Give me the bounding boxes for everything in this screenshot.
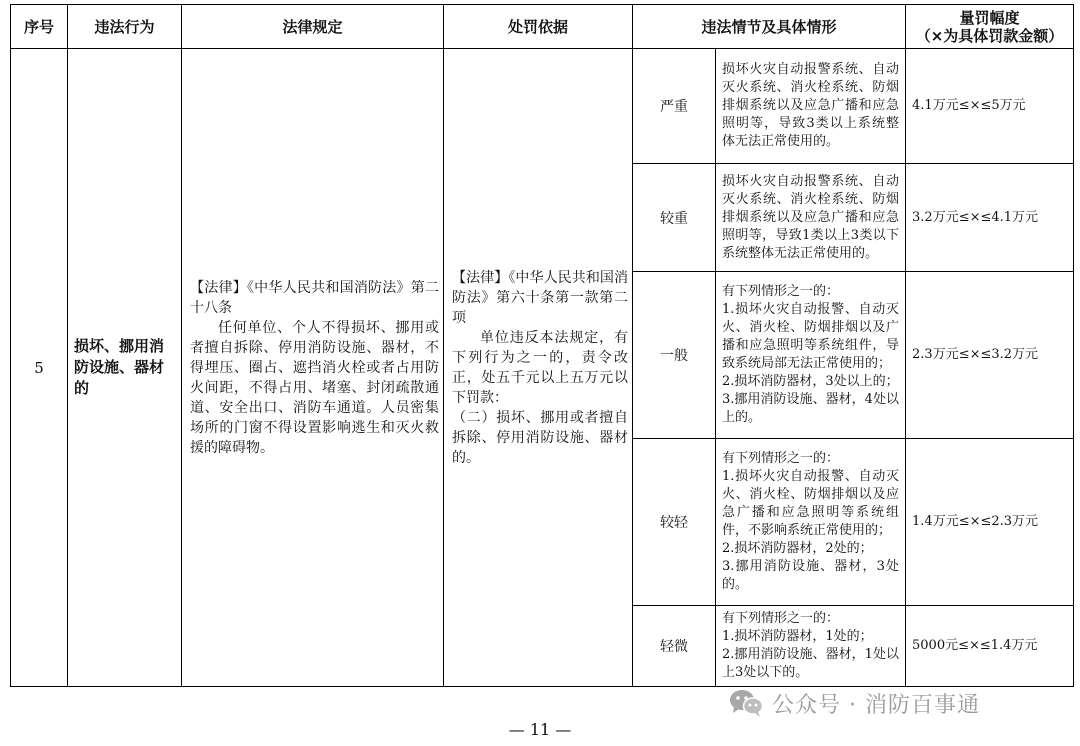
row-act: 损坏、挪用消防设施、器材的 — [68, 49, 182, 687]
row-basis — [444, 49, 633, 687]
header-seq: 序号 — [11, 5, 68, 49]
amount-severe: 4.1万元≤×≤5万元 — [906, 49, 1074, 164]
amount-serious: 3.2万元≤×≤4.1万元 — [906, 164, 1074, 272]
detail-serious: 损坏火灾自动报警系统、自动灭火系统、消火栓系统、防烟排烟系统以及应急广播和应急照明等，导致1类以上3类以下系统整体无法正常使用的。 — [716, 164, 906, 272]
detail-slight: 有下列情形之一的： 1.损坏消防器材，1处的； 2.挪用消防设施、器材，1处以上3处以下的。 — [716, 606, 906, 687]
header-law: 法律规定 — [182, 5, 444, 49]
level-severe: 严重 — [633, 49, 716, 164]
header-amount — [906, 5, 1074, 49]
header-amount-line2: （×为具体罚款金额） — [915, 26, 1064, 45]
header-basis: 处罚依据 — [444, 5, 633, 49]
amount-slight: 5000元≤×≤1.4万元 — [906, 606, 1074, 687]
watermark — [728, 686, 980, 720]
law-title: 【法律】《中华人民共和国消防法》第二十八条 — [190, 279, 439, 316]
level-serious: 较重 — [633, 164, 716, 272]
basis-title: 【法律】《中华人民共和国消防法》第六十条第一款第二项 — [452, 269, 628, 326]
amount-minor: 1.4万元≤×≤2.3万元 — [906, 439, 1074, 606]
level-slight: 轻微 — [633, 606, 716, 687]
law-body: 任何单位、个人不得损坏、挪用或者擅自拆除、停用消防设施、器材，不得埋压、圈占、遮挡消火栓或者占用防火间距，不得占用、堵塞、封闭疏散通道、安全出口、消防车通道。人员密集场所的门窗不得设置影响逃生和灭火救援的障碍物。 — [190, 319, 439, 456]
header-circumstance: 违法情节及具体情形 — [633, 5, 906, 49]
table-row — [11, 49, 1074, 164]
page-number: — 11 — — [508, 720, 572, 739]
basis-body: 单位违反本法规定，有下列行为之一的，责令改正，处五千元以上五万元以下罚款： — [452, 329, 628, 406]
wechat-icon — [728, 688, 764, 718]
header-act: 违法行为 — [68, 5, 182, 49]
basis-item: （二）损坏、挪用或者擅自拆除、停用消防设施、器材的。 — [452, 409, 628, 466]
level-general: 一般 — [633, 272, 716, 439]
detail-general: 有下列情形之一的： 1.损坏火灾自动报警、自动灭火、消火栓、防烟排烟以及广播和应急照明等系统组件，导致系统局部无法正常使用的； 2.损坏消防器材，3处以上的； 3.挪用消防设施、器材，4处以上的。 — [716, 272, 906, 439]
level-minor: 较轻 — [633, 439, 716, 606]
amount-general: 2.3万元≤×≤3.2万元 — [906, 272, 1074, 439]
row-seq: 5 — [11, 49, 68, 687]
row-law — [182, 49, 444, 687]
watermark-text: 公众号 · 消防百事通 — [772, 692, 980, 718]
penalty-table — [10, 4, 1074, 687]
detail-severe: 损坏火灾自动报警系统、自动灭火系统、消火栓系统、防烟排烟系统以及应急广播和应急照明等，导致3类以上系统整体无法正常使用的。 — [716, 49, 906, 164]
detail-minor: 有下列情形之一的： 1.损坏火灾自动报警、自动灭火、消火栓、防烟排烟以及应急广播和应急照明等系统组件，不影响系统正常使用的； 2.损坏消防器材，2处的； 3.挪用消防设施、器材，3处的。 — [716, 439, 906, 606]
header-amount-line1: 量罚幅度 — [959, 8, 1020, 27]
header-row — [11, 5, 1074, 49]
